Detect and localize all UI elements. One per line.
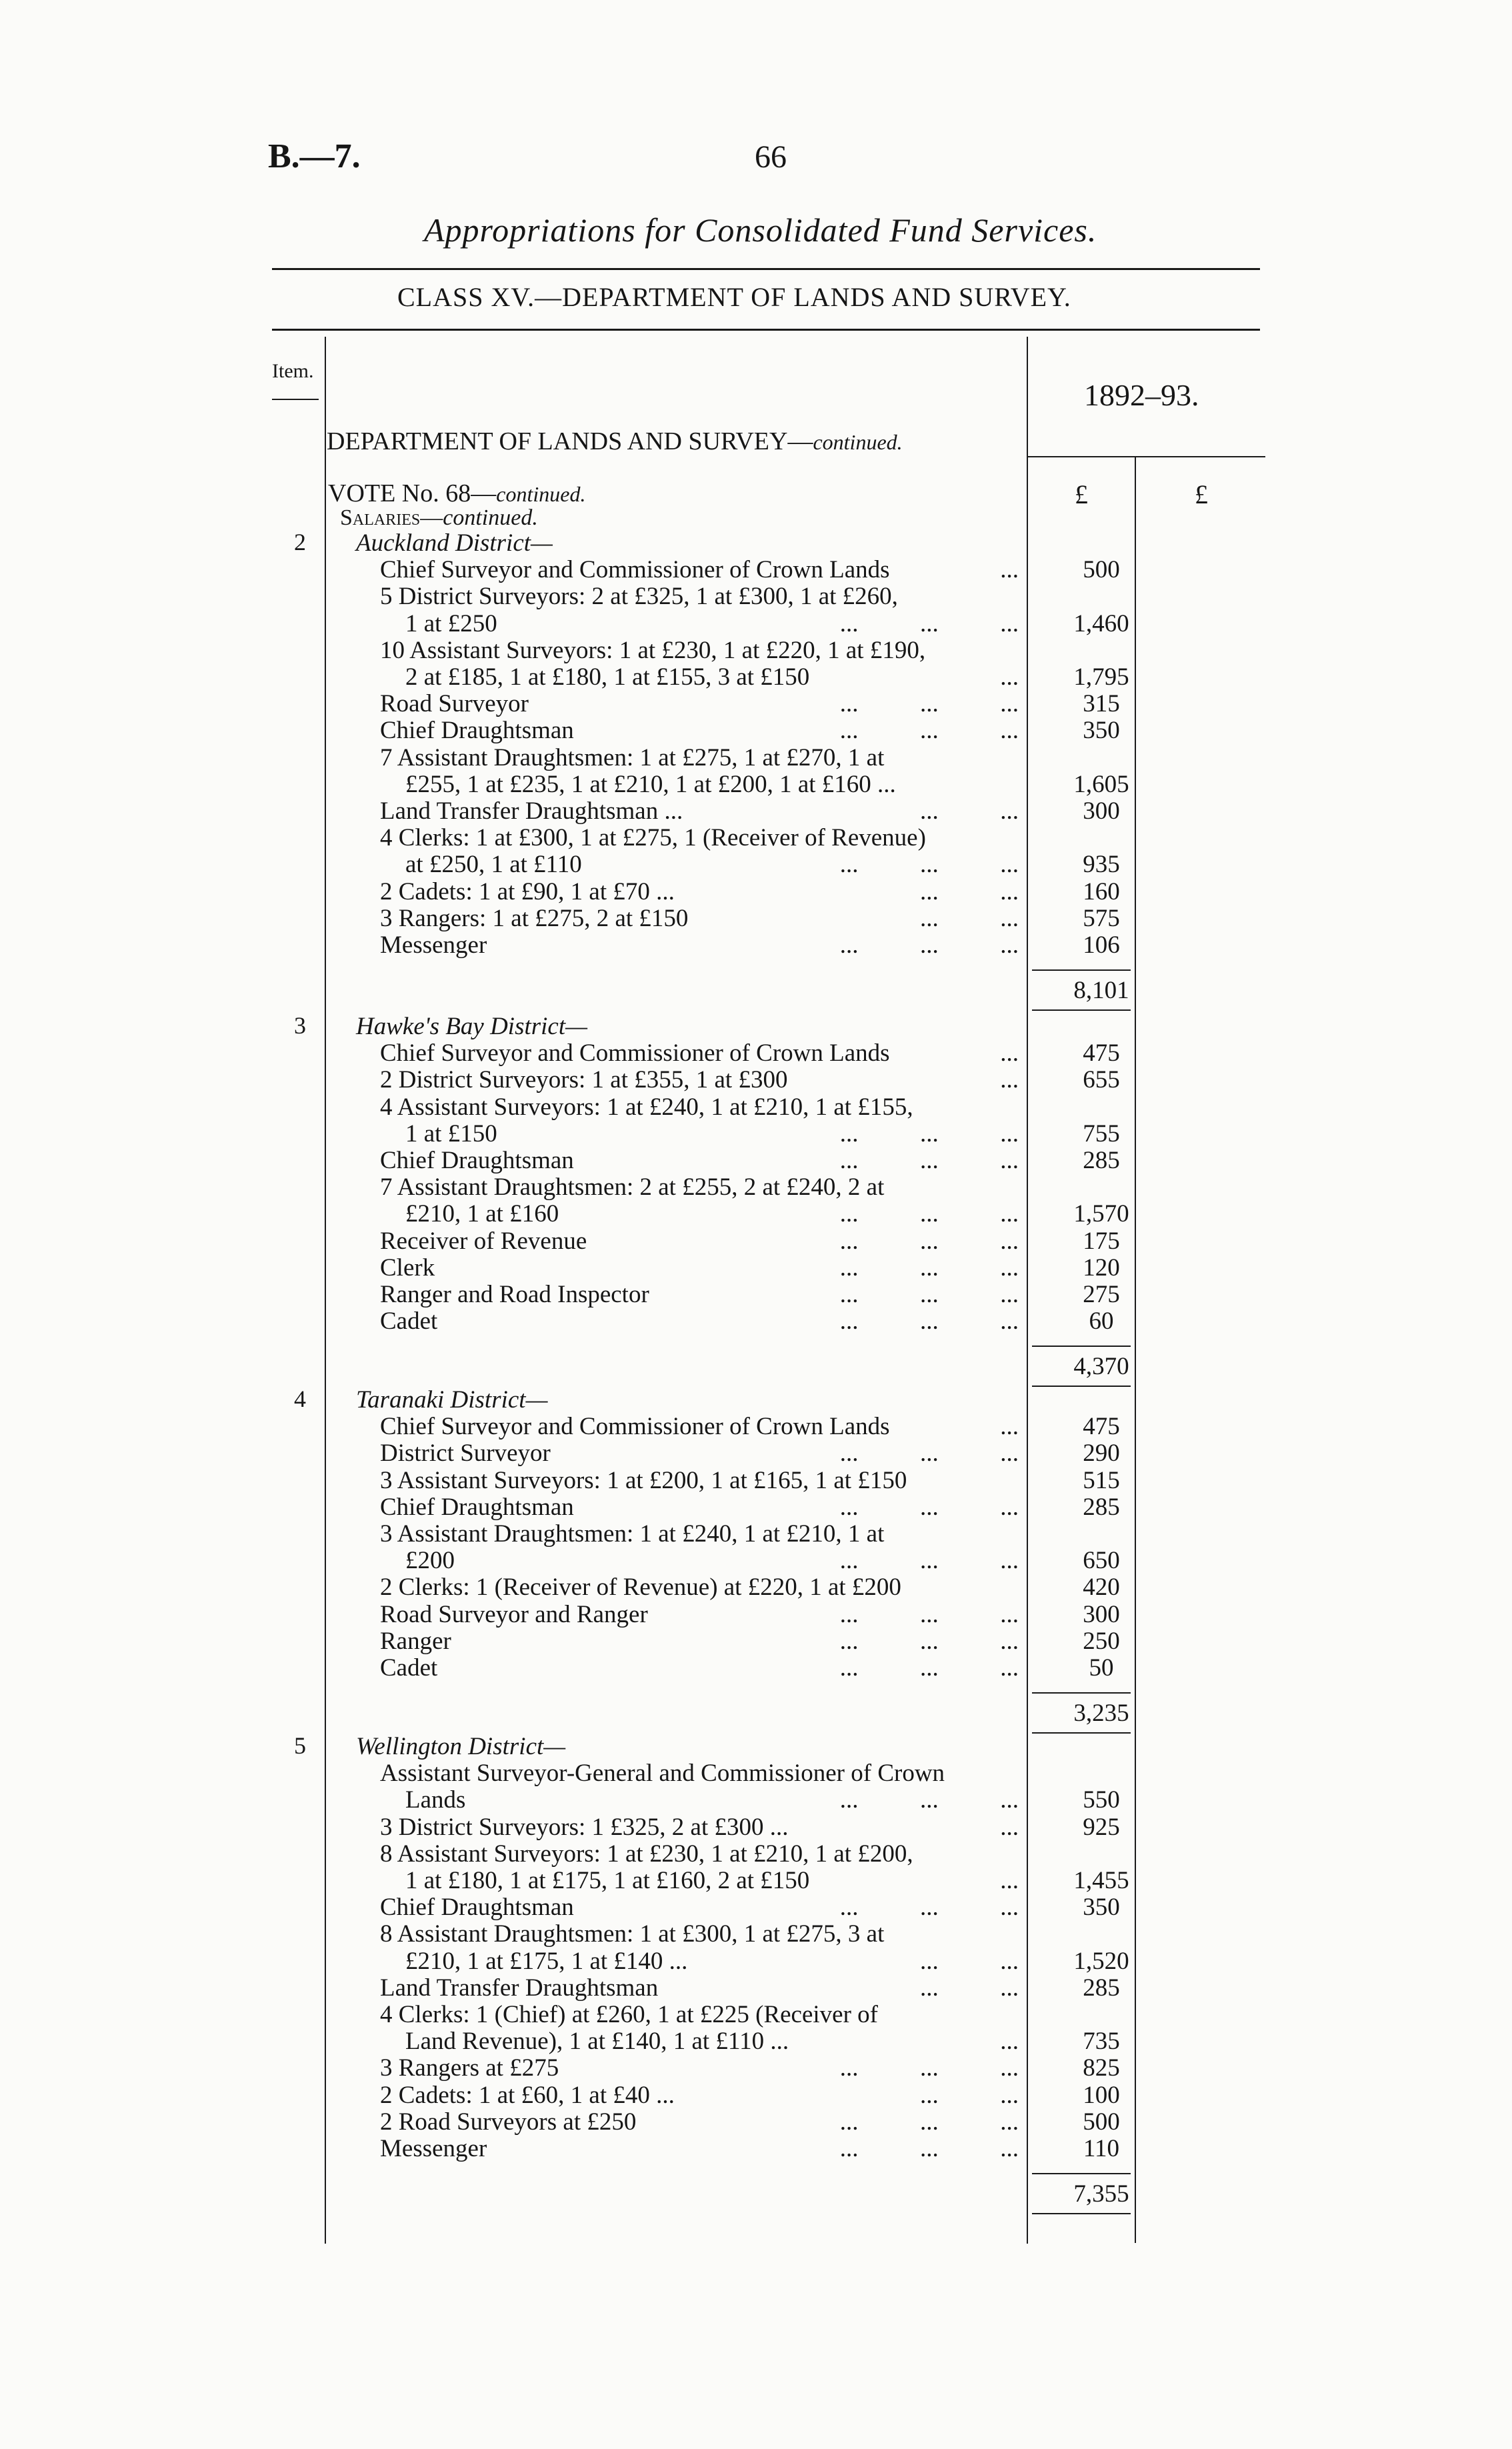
salary-line-text: 3 Rangers at £275 bbox=[380, 2054, 559, 2082]
leader-dots: ... ... ... bbox=[839, 1147, 1019, 1174]
salary-amount: 50 bbox=[1089, 1654, 1114, 1682]
salary-line-text: at £250, 1 at £110 bbox=[405, 851, 582, 879]
salary-line-text: 2 Cadets: 1 at £90, 1 at £70 ... bbox=[380, 877, 675, 905]
salary-line-text: 4 Clerks: 1 at £300, 1 at £275, 1 (Receiver of Revenue) bbox=[380, 824, 926, 852]
salary-amount: 825 bbox=[1083, 2054, 1120, 2082]
salary-line-text: £200 bbox=[405, 1547, 455, 1575]
district-total: 4,370 bbox=[1073, 1353, 1129, 1381]
leader-dots: ... ... ... bbox=[839, 1119, 1019, 1147]
salary-amount: 106 bbox=[1083, 931, 1120, 959]
salary-amount: 285 bbox=[1083, 1493, 1120, 1521]
salary-line-text: 3 District Surveyors: 1 £325, 2 at £300 ... bbox=[380, 1813, 789, 1841]
salary-line-text: 4 Assistant Surveyors: 1 at £240, 1 at £210, 1 at £155, bbox=[380, 1093, 913, 1121]
salary-amount: 250 bbox=[1083, 1627, 1120, 1655]
year-rule bbox=[1027, 456, 1265, 457]
leader-dots: ... ... ... bbox=[839, 609, 1019, 637]
leader-dots: ... bbox=[1000, 1867, 1019, 1894]
salary-line-text: 1 at £180, 1 at £175, 1 at £160, 2 at £150 bbox=[405, 1867, 810, 1894]
salary-line-text: 3 Rangers: 1 at £275, 2 at £150 bbox=[380, 904, 689, 932]
salary-amount: 1,605 bbox=[1073, 770, 1129, 798]
leader-dots: ... bbox=[1000, 1813, 1019, 1841]
leader-dots: ... bbox=[1000, 2028, 1019, 2056]
salary-line-text: Chief Draughtsman bbox=[380, 1894, 574, 1922]
salary-amount: 925 bbox=[1083, 1813, 1120, 1841]
salary-line-text: 7 Assistant Draughtsmen: 1 at £275, 1 at £270, 1 at bbox=[380, 743, 885, 771]
leader-dots: ... ... bbox=[920, 877, 1019, 905]
leader-dots: ... ... ... bbox=[839, 2054, 1019, 2082]
salary-line-text: Lands bbox=[405, 1786, 466, 1814]
salary-amount: 60 bbox=[1089, 1308, 1114, 1336]
page-title: Appropriations for Consolidated Fund Services. bbox=[424, 211, 1097, 249]
salary-line-text: 4 Clerks: 1 (Chief) at £260, 1 at £225 (Receiver of bbox=[380, 2001, 878, 2028]
salary-amount: 275 bbox=[1083, 1281, 1120, 1308]
salary-amount: 1,520 bbox=[1073, 1947, 1129, 1975]
leader-dots: ... ... bbox=[920, 1947, 1019, 1975]
department-heading: DEPARTMENT OF LANDS AND SURVEY—continued. bbox=[327, 427, 903, 455]
salary-amount: 420 bbox=[1083, 1574, 1120, 1602]
leader-dots: ... ... ... bbox=[839, 1281, 1019, 1308]
leader-dots: ... ... ... bbox=[839, 1440, 1019, 1468]
leader-dots: ... bbox=[1000, 1066, 1019, 1094]
leader-dots: ... ... ... bbox=[839, 851, 1019, 879]
salary-line-text: Road Surveyor bbox=[380, 690, 529, 718]
salary-amount: 500 bbox=[1083, 556, 1120, 584]
salary-amount: 575 bbox=[1083, 904, 1120, 932]
class-heading: CLASS XV.—DEPARTMENT OF LANDS AND SURVEY. bbox=[397, 282, 1071, 312]
salary-line-text: 10 Assistant Surveyors: 1 at £230, 1 at £220, 1 at £190, bbox=[380, 636, 926, 664]
leader-dots: ... bbox=[1000, 663, 1019, 691]
district-total: 7,355 bbox=[1073, 2180, 1129, 2208]
salary-line-text: £255, 1 at £235, 1 at £210, 1 at £200, 1 at £160 ... bbox=[405, 770, 896, 798]
item-column-label: Item. bbox=[272, 360, 314, 382]
amount-column-divider bbox=[1027, 337, 1028, 2244]
total-rule bbox=[1032, 1386, 1131, 1387]
salary-amount: 285 bbox=[1083, 1147, 1120, 1174]
salary-line-text: Chief Draughtsman bbox=[380, 1493, 574, 1521]
salaries-heading: Salaries—continued. bbox=[340, 505, 538, 530]
leader-dots: ... ... ... bbox=[839, 1786, 1019, 1814]
leader-dots: ... ... ... bbox=[839, 1254, 1019, 1282]
salary-line-text: Cadet bbox=[380, 1654, 438, 1682]
salary-line-text: Ranger and Road Inspector bbox=[380, 1281, 649, 1308]
district-name: Hawke's Bay District— bbox=[356, 1013, 588, 1040]
salary-amount: 290 bbox=[1083, 1440, 1120, 1468]
leader-dots: ... ... ... bbox=[839, 1493, 1019, 1521]
leader-dots: ... ... ... bbox=[839, 1308, 1019, 1336]
salary-line-text: 3 Assistant Surveyors: 1 at £200, 1 at £165, 1 at £150 bbox=[380, 1466, 907, 1494]
leader-dots: ... ... ... bbox=[839, 1654, 1019, 1682]
leader-dots: ... ... ... bbox=[839, 1627, 1019, 1655]
salary-amount: 515 bbox=[1083, 1466, 1120, 1494]
salary-amount: 175 bbox=[1083, 1227, 1120, 1255]
leader-dots: ... ... bbox=[920, 2081, 1019, 2109]
paper-reference: B.—7. bbox=[268, 137, 361, 175]
salary-amount: 350 bbox=[1083, 1894, 1120, 1922]
salary-line-text: Land Revenue), 1 at £140, 1 at £110 ... bbox=[405, 2028, 789, 2056]
salary-line-text: Chief Surveyor and Commissioner of Crown Lands bbox=[380, 1413, 890, 1441]
salary-line-text: 2 District Surveyors: 1 at £355, 1 at £300 bbox=[380, 1066, 788, 1094]
salary-amount: 350 bbox=[1083, 717, 1120, 745]
salary-line-text: Messenger bbox=[380, 931, 487, 959]
salary-amount: 935 bbox=[1083, 851, 1120, 879]
salary-line-text: 2 at £185, 1 at £180, 1 at £155, 3 at £150 bbox=[405, 663, 810, 691]
salary-amount: 755 bbox=[1083, 1119, 1120, 1147]
salary-amount: 160 bbox=[1083, 877, 1120, 905]
salary-line-text: Assistant Surveyor-General and Commissioner of Crown bbox=[380, 1760, 945, 1788]
district-total: 3,235 bbox=[1073, 1700, 1129, 1728]
salary-line-text: 2 Cadets: 1 at £60, 1 at £40 ... bbox=[380, 2081, 675, 2109]
salary-line-text: Chief Surveyor and Commissioner of Crown Lands bbox=[380, 556, 890, 584]
salary-line-text: 8 Assistant Surveyors: 1 at £230, 1 at £210, 1 at £200, bbox=[380, 1840, 913, 1868]
total-rule bbox=[1032, 2213, 1131, 2214]
salary-amount: 1,795 bbox=[1073, 663, 1129, 691]
vote-heading: VOTE No. 68—continued. bbox=[328, 479, 586, 507]
leader-dots: ... ... ... bbox=[839, 1200, 1019, 1228]
leader-dots: ... ... ... bbox=[839, 931, 1019, 959]
salary-amount: 300 bbox=[1083, 1600, 1120, 1628]
currency-symbol-1: £ bbox=[1075, 479, 1088, 509]
subtotal-rule bbox=[1032, 969, 1131, 971]
salary-line-text: Land Transfer Draughtsman bbox=[380, 1974, 659, 2002]
salary-line-text: Clerk bbox=[380, 1254, 435, 1282]
salary-line-text: Chief Draughtsman bbox=[380, 1147, 574, 1174]
salary-amount: 1,455 bbox=[1073, 1867, 1129, 1894]
class-rule bbox=[272, 329, 1260, 331]
salary-line-text: Receiver of Revenue bbox=[380, 1227, 587, 1255]
salary-amount: 735 bbox=[1083, 2028, 1120, 2056]
leader-dots: ... ... ... bbox=[839, 2108, 1019, 2136]
salary-amount: 475 bbox=[1083, 1039, 1120, 1067]
item-number: 4 bbox=[294, 1386, 306, 1412]
salary-line-text: Road Surveyor and Ranger bbox=[380, 1600, 648, 1628]
salary-line-text: Land Transfer Draughtsman ... bbox=[380, 797, 683, 825]
salary-line-text: Chief Surveyor and Commissioner of Crown Lands bbox=[380, 1039, 890, 1067]
leader-dots: ... ... bbox=[920, 904, 1019, 932]
salary-line-text: Ranger bbox=[380, 1627, 451, 1655]
salary-amount: 500 bbox=[1083, 2108, 1120, 2136]
leader-dots: ... bbox=[1000, 556, 1019, 584]
salary-line-text: 1 at £150 bbox=[405, 1119, 497, 1147]
item-label-rule bbox=[272, 399, 319, 400]
salary-amount: 285 bbox=[1083, 1974, 1120, 2002]
leader-dots: ... ... ... bbox=[839, 717, 1019, 745]
district-name: Wellington District— bbox=[356, 1733, 566, 1760]
leader-dots: ... ... ... bbox=[839, 1227, 1019, 1255]
salary-line-text: District Surveyor bbox=[380, 1440, 551, 1468]
leader-dots: ... ... bbox=[920, 797, 1019, 825]
page-number: 66 bbox=[755, 139, 787, 175]
financial-year: 1892–93. bbox=[1084, 378, 1199, 412]
leader-dots: ... bbox=[1000, 1039, 1019, 1067]
salary-amount: 550 bbox=[1083, 1786, 1120, 1814]
salary-line-text: Chief Draughtsman bbox=[380, 717, 574, 745]
currency-symbol-2: £ bbox=[1195, 479, 1208, 509]
salary-line-text: 2 Road Surveyors at £250 bbox=[380, 2108, 637, 2136]
salary-amount: 650 bbox=[1083, 1547, 1120, 1575]
leader-dots: ... ... ... bbox=[839, 2135, 1019, 2162]
salary-amount: 1,460 bbox=[1073, 609, 1129, 637]
item-number: 3 bbox=[294, 1012, 306, 1039]
salary-line-text: £210, 1 at £175, 1 at £140 ... bbox=[405, 1947, 688, 1975]
leader-dots: ... ... bbox=[920, 1974, 1019, 2002]
leader-dots: ... ... ... bbox=[839, 1600, 1019, 1628]
salary-line-text: 7 Assistant Draughtsmen: 2 at £255, 2 at £240, 2 at bbox=[380, 1173, 885, 1201]
subtotal-rule bbox=[1032, 1346, 1131, 1347]
salary-amount: 475 bbox=[1083, 1413, 1120, 1441]
salary-amount: 110 bbox=[1083, 2135, 1120, 2162]
leader-dots: ... bbox=[1000, 1413, 1019, 1441]
salary-amount: 100 bbox=[1083, 2081, 1120, 2109]
salary-line-text: £210, 1 at £160 bbox=[405, 1200, 559, 1228]
salary-line-text: 2 Clerks: 1 (Receiver of Revenue) at £220, 1 at £200 bbox=[380, 1574, 901, 1602]
subtotal-rule bbox=[1032, 2173, 1131, 2174]
item-number: 5 bbox=[294, 1732, 306, 1759]
district-total: 8,101 bbox=[1073, 977, 1129, 1005]
leader-dots: ... ... ... bbox=[839, 690, 1019, 718]
total-rule bbox=[1032, 1732, 1131, 1734]
salary-line-text: Cadet bbox=[380, 1308, 438, 1336]
salary-line-text: 1 at £250 bbox=[405, 609, 497, 637]
leader-dots: ... ... ... bbox=[839, 1547, 1019, 1575]
salary-amount: 1,570 bbox=[1073, 1200, 1129, 1228]
salary-line-text: Messenger bbox=[380, 2135, 487, 2162]
salary-amount: 315 bbox=[1083, 690, 1120, 718]
salary-line-text: 8 Assistant Draughtsmen: 1 at £300, 1 at £275, 3 at bbox=[380, 1920, 885, 1948]
salary-amount: 655 bbox=[1083, 1066, 1120, 1094]
leader-dots: ... ... ... bbox=[839, 1894, 1019, 1922]
subtotal-rule bbox=[1032, 1692, 1131, 1694]
total-rule bbox=[1032, 1009, 1131, 1011]
item-number: 2 bbox=[294, 529, 306, 555]
salary-line-text: 3 Assistant Draughtsmen: 1 at £240, 1 at £210, 1 at bbox=[380, 1520, 885, 1548]
district-name: Auckland District— bbox=[356, 529, 553, 557]
item-column-divider bbox=[325, 337, 326, 2244]
salary-line-text: 5 District Surveyors: 2 at £325, 1 at £300, 1 at £260, bbox=[380, 583, 898, 611]
title-rule bbox=[272, 268, 1260, 270]
salary-amount: 300 bbox=[1083, 797, 1120, 825]
district-name: Taranaki District— bbox=[356, 1386, 548, 1414]
salary-amount: 120 bbox=[1083, 1254, 1120, 1282]
